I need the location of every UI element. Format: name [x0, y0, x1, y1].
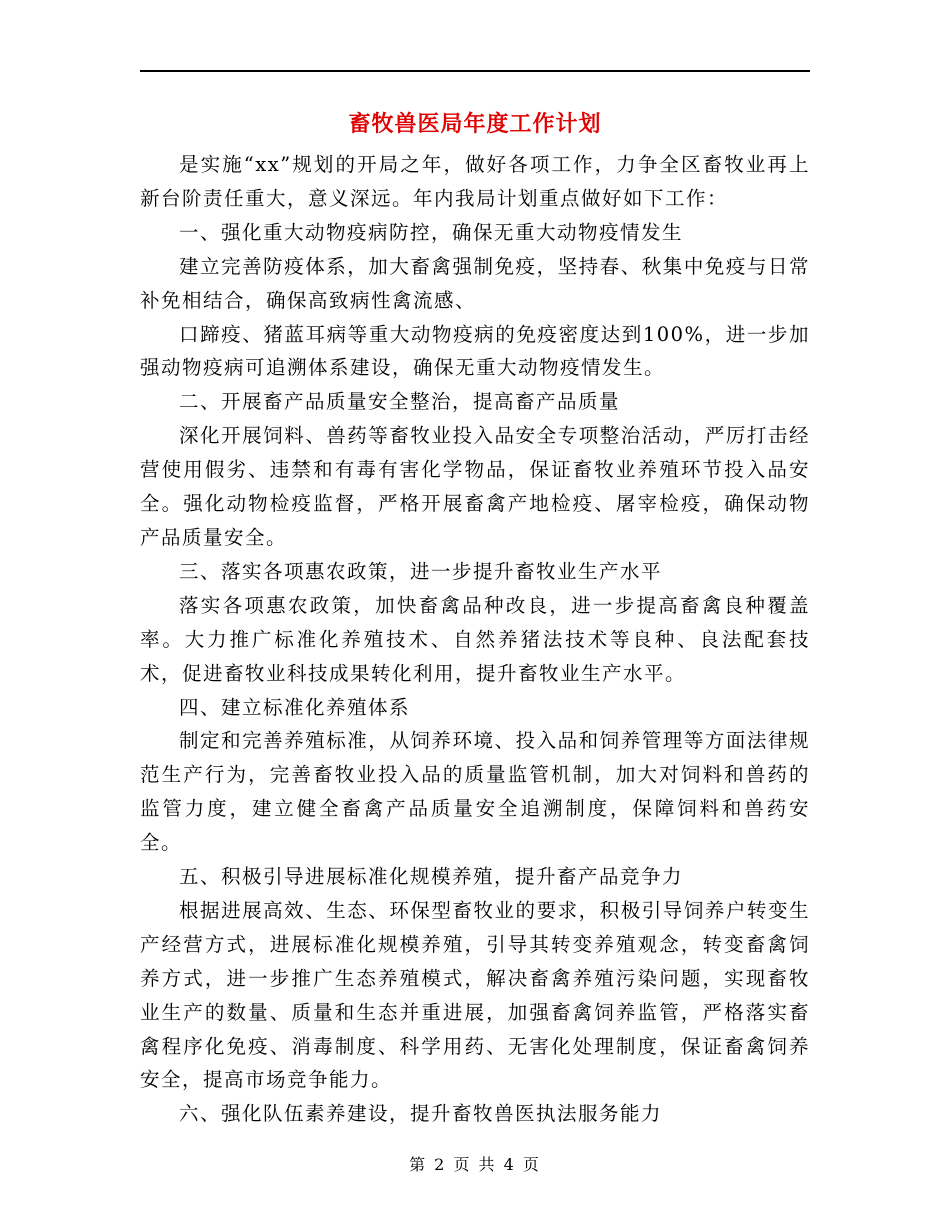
section-4-paragraph: 制定和完善养殖标准，从饲养环境、投入品和饲养管理等方面法律规范生产行为，完善畜牧业投入品的质量监管机制，加大对饲料和兽药的监管力度，建立健全畜禽产品质量安全追溯制度，保障饲料和兽药安全。 [140, 729, 810, 855]
document-title: 畜牧兽医局年度工作计划 [348, 111, 602, 137]
page-number-footer: 第 2 页 共 4 页 [409, 1155, 541, 1174]
section-heading-2: 二、开展畜产品质量安全整治，提高畜产品质量 [179, 390, 621, 414]
document-body [140, 148, 810, 1131]
section-5-paragraph: 根据进展高效、生态、环保型畜牧业的要求，积极引导饲养户转变生产经营方式，进展标准化规模养殖，引导其转变养殖观念，转变畜禽饲养方式，进一步推广生态养殖模式，解决畜禽养殖污染问题，实现畜牧业生产的数量、质量和生态并重进展，加强畜禽饲养监管，严格落实畜禽程序化免疫、消毒制度、科学用药、无害化处理制度，保证畜禽饲养安全，提高市场竞争能力。 [140, 898, 810, 1092]
section-heading-4: 四、建立标准化养殖体系 [179, 695, 411, 719]
section-heading-5: 五、积极引导进展标准化规模养殖，提升畜产品竞争力 [179, 865, 684, 889]
section-1-paragraph-2: 口蹄疫、猪蓝耳病等重大动物疫病的免疫密度达到100%，进一步加强动物疫病可追溯体系建设，确保无重大动物疫情发生。 [140, 322, 810, 380]
section-2-paragraph: 深化开展饲料、兽药等畜牧业投入品安全专项整治活动，严厉打击经营使用假劣、违禁和有毒有害化学物品，保证畜牧业养殖环节投入品安全。强化动物检疫监督，严格开展畜禽产地检疫、屠宰检疫，确保动物产品质量安全。 [140, 424, 810, 549]
section-3-paragraph: 落实各项惠农政策，加快畜禽品种改良，进一步提高畜禽良种覆盖率。大力推广标准化养殖技术、自然养猪法技术等良种、良法配套技术，促进畜牧业科技成果转化利用，提升畜牧业生产水平。 [140, 593, 810, 685]
header-rule [140, 70, 810, 72]
intro-paragraph: 是实施“xx”规划的开局之年，做好各项工作，力争全区畜牧业再上新台阶责任重大，意义深远。年内我局计划重点做好如下工作： [140, 153, 810, 210]
section-1-paragraph-1: 建立完善防疫体系，加大畜禽强制免疫，坚持春、秋集中免疫与日常补免相结合，确保高致病性禽流感、 [140, 254, 810, 312]
section-heading-3: 三、落实各项惠农政策，进一步提升畜牧业生产水平 [179, 559, 663, 583]
section-heading-6: 六、强化队伍素养建设，提升畜牧兽医执法服务能力 [179, 1102, 663, 1126]
section-heading-1: 一、强化重大动物疫病防控，确保无重大动物疫情发生 [179, 220, 684, 244]
